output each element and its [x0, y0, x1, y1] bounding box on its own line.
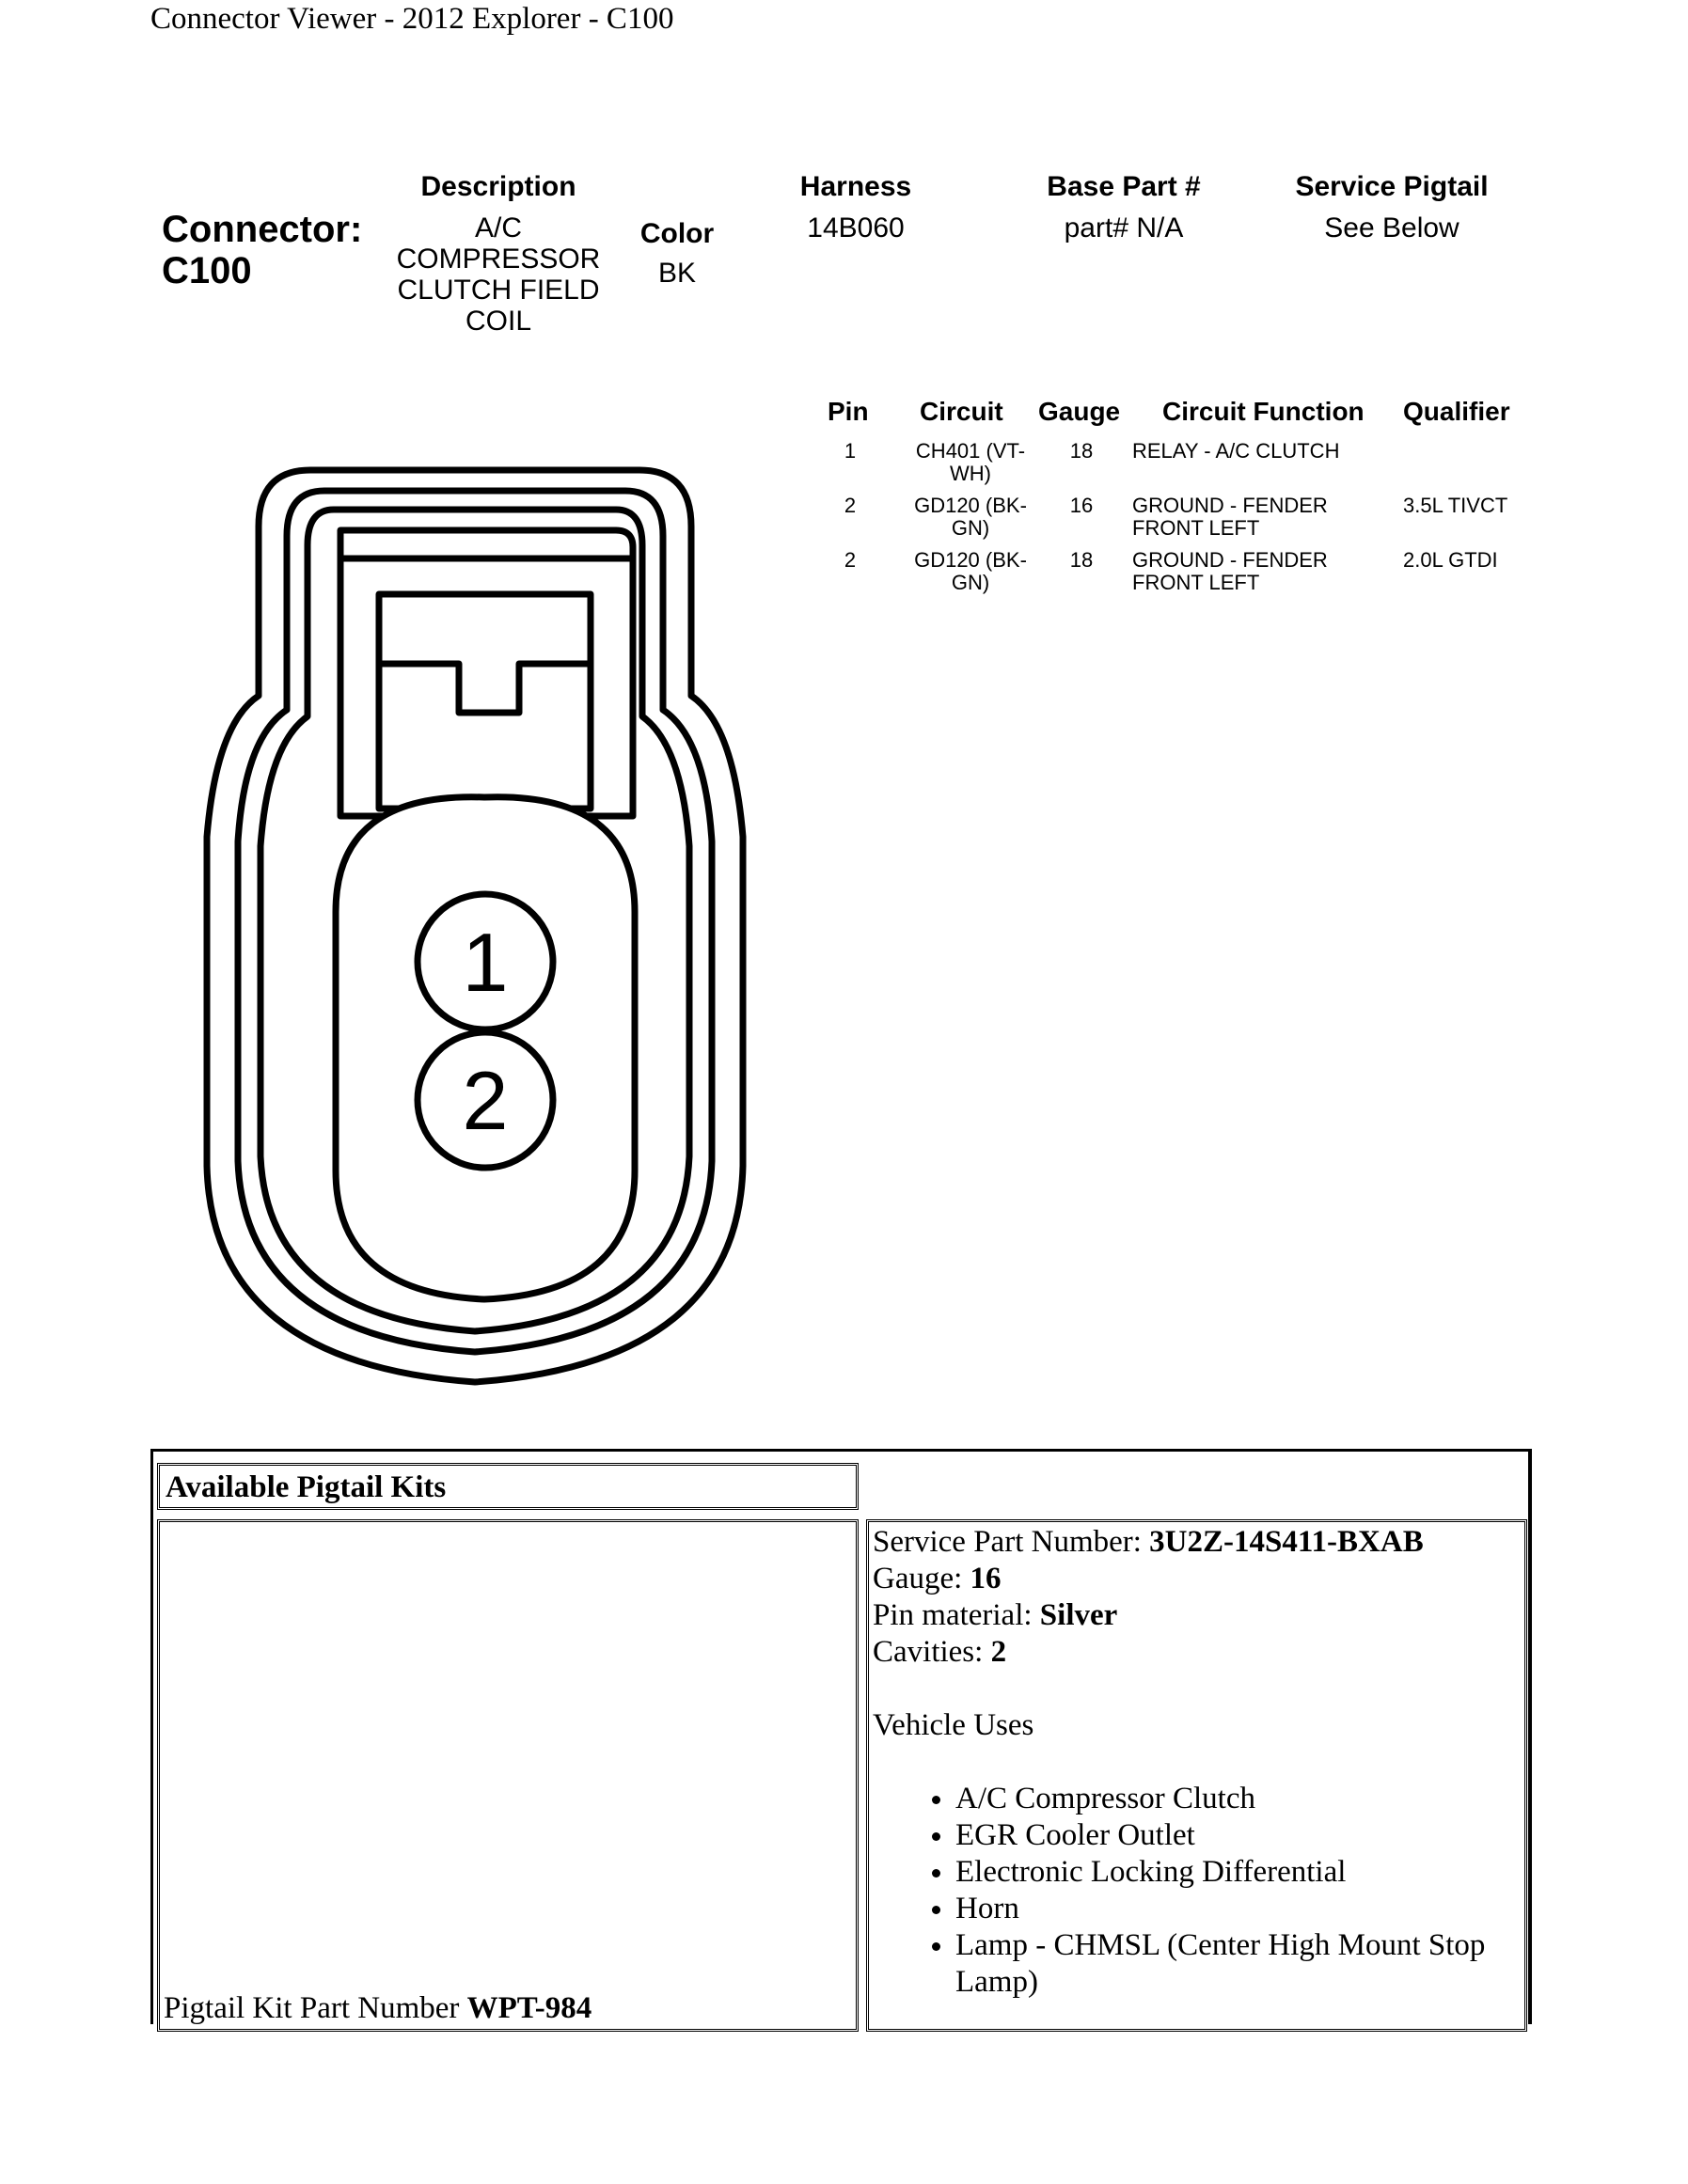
table-cell-gauge: 16	[1069, 494, 1094, 517]
circuit-line: GD120 (BK-	[914, 494, 1027, 517]
pigtail-header: Available Pigtail Kits	[166, 1470, 447, 1504]
list-item: • Electronic Locking Differential	[955, 1854, 1522, 1891]
pigtail-kit-value: WPT-984	[466, 1991, 592, 2025]
pigtail-table	[150, 1449, 1532, 2024]
qualifier-col-header: Qualifier	[1403, 397, 1510, 426]
list-item: • Lamp - CHMSL (Center High Mount Stop Lamp)	[955, 1927, 1522, 2001]
list-item: • Horn	[955, 1891, 1522, 1927]
pigtail-kit-cell	[157, 1519, 859, 2032]
harness-value: 14B060	[807, 212, 905, 244]
description-line: A/C	[474, 212, 522, 244]
pin-material-line	[873, 1597, 1522, 1634]
function-line: FRONT LEFT	[1132, 516, 1260, 540]
table-cell-function	[1132, 495, 1377, 540]
service-part-value: 3U2Z-14S411-BXAB	[1149, 1525, 1424, 1559]
table-cell-qualifier: 3.5L TIVCT	[1403, 494, 1508, 517]
function-line: FRONT LEFT	[1132, 571, 1260, 594]
pin-material-value: Silver	[1039, 1598, 1118, 1632]
table-cell-circuit	[905, 440, 1036, 485]
function-col-header: Circuit Function	[1162, 397, 1365, 426]
pigtail-kit-label: Pigtail Kit Part Number	[164, 1991, 467, 2025]
table-cell-qualifier: 2.0L GTDI	[1403, 548, 1498, 572]
service-pigtail-value: See Below	[1324, 212, 1459, 244]
table-cell-circuit	[905, 549, 1036, 594]
color-header: Color	[639, 218, 715, 249]
circuit-line: WH)	[950, 462, 991, 485]
description-line: COIL	[465, 306, 532, 337]
pin-material-label: Pin material:	[873, 1598, 1040, 1632]
connector-face-diagram	[193, 442, 804, 1410]
table-cell-pin: 2	[844, 494, 857, 517]
gauge-value: 16	[970, 1562, 1002, 1595]
cavities-value: 2	[990, 1635, 1007, 1669]
pigtail-details-cell	[866, 1519, 1527, 2032]
table-cell-gauge: 18	[1069, 439, 1094, 463]
connector-label: Connector:	[162, 209, 363, 250]
page-title: Connector Viewer - 2012 Explorer - C100	[150, 2, 674, 36]
vehicle-uses-list	[873, 1781, 1522, 2001]
description-line: CLUTCH FIELD	[397, 275, 600, 306]
pin-2-label: 2	[462, 1054, 509, 1147]
circuit-line: GN)	[951, 516, 990, 540]
gauge-col-header: Gauge	[1038, 397, 1121, 426]
table-cell-circuit	[905, 495, 1036, 540]
pigtail-details	[873, 1524, 1522, 2001]
table-cell-function	[1132, 549, 1377, 594]
color-value: BK	[657, 258, 697, 289]
gauge-label: Gauge:	[873, 1562, 970, 1595]
pigtail-header-cell	[157, 1463, 859, 1510]
circuit-line: GD120 (BK-	[914, 548, 1027, 572]
function-line: GROUND - FENDER	[1132, 548, 1328, 572]
service-part-line	[873, 1524, 1522, 1561]
pin-col-header: Pin	[828, 397, 869, 426]
description-line: COMPRESSOR	[396, 244, 601, 275]
list-item: • EGR Cooler Outlet	[955, 1817, 1522, 1854]
circuit-col-header: Circuit	[920, 397, 1003, 426]
service-pigtail-header: Service Pigtail	[1295, 171, 1489, 202]
service-part-label: Service Part Number:	[873, 1525, 1150, 1559]
table-cell-pin: 2	[844, 548, 857, 572]
description-value	[367, 212, 630, 337]
base-part-header: Base Part #	[1047, 171, 1201, 202]
base-part-value: part# N/A	[1064, 212, 1184, 244]
list-item: • A/C Compressor Clutch	[955, 1781, 1522, 1817]
harness-header: Harness	[799, 171, 912, 202]
table-cell-pin: 1	[844, 439, 857, 463]
vehicle-uses-label: Vehicle Uses	[873, 1708, 1034, 1742]
latch-window	[379, 594, 591, 809]
connector-id: C100	[162, 250, 252, 291]
cavities-label: Cavities:	[873, 1635, 991, 1669]
circuit-line: GN)	[951, 571, 990, 594]
latch-tab	[379, 664, 591, 713]
pin-table	[828, 397, 1542, 604]
table-cell-function	[1132, 440, 1377, 463]
gauge-line	[873, 1561, 1522, 1597]
table-cell-gauge: 18	[1069, 548, 1094, 572]
function-line: RELAY - A/C CLUTCH	[1132, 439, 1340, 463]
pin-1-label: 1	[462, 916, 509, 1009]
pigtail-kit-number	[164, 1990, 592, 2027]
circuit-line: CH401 (VT-	[915, 439, 1026, 463]
description-header: Description	[420, 171, 576, 202]
function-line: GROUND - FENDER	[1132, 494, 1328, 517]
cavities-line	[873, 1634, 1522, 1671]
